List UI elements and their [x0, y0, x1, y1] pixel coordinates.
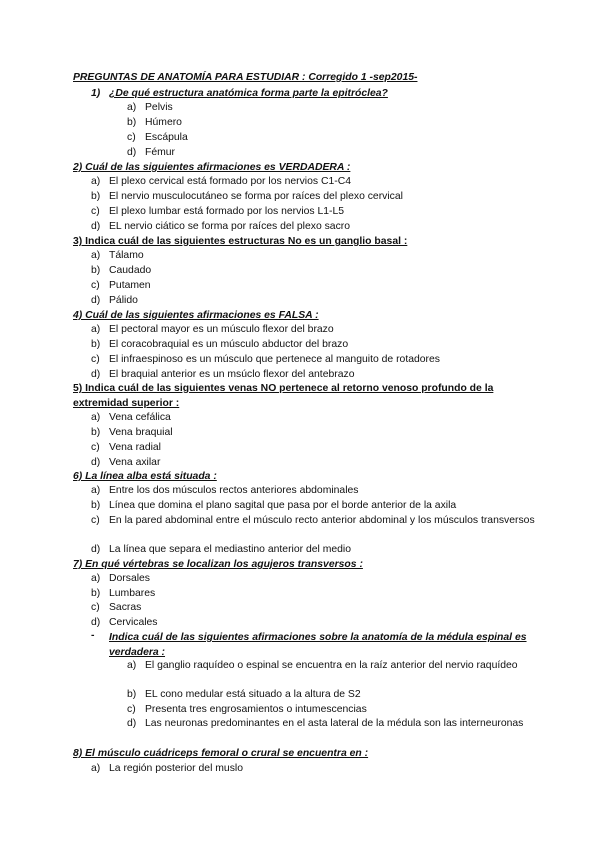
question-4: 4) Cuál de las siguientes afirmaciones es FALSA :: [73, 310, 319, 321]
option-text: Entre los dos músculos rectos anteriores abdominales: [109, 485, 359, 496]
option-text: Presenta tres engrosamientos o intumescencias: [145, 704, 367, 715]
option-item: [91, 220, 350, 235]
question-text: ¿De qué estructura anatómica forma parte la epitróclea?: [109, 88, 388, 99]
option-item: [127, 131, 188, 146]
option-text: EL cono medular está situado a la altura de S2: [145, 689, 361, 700]
option-item: [91, 601, 141, 616]
option-text: Fémur: [145, 147, 176, 158]
option-text: El infraespinoso es un músculo que pertenece al manguito de rotadores: [109, 354, 440, 365]
option-item: [91, 175, 351, 190]
option-text: Sacras: [109, 602, 142, 613]
option-label: d): [91, 617, 101, 628]
option-text: El nervio musculocutáneo se forma por raíces del plexo cervical: [109, 191, 403, 202]
option-text: Putamen: [109, 280, 151, 291]
option-label: a): [91, 573, 101, 584]
option-item: [127, 101, 173, 116]
option-label: d): [91, 221, 101, 232]
option-item: [91, 323, 334, 338]
option-item: [91, 353, 440, 368]
option-item: [91, 484, 359, 499]
option-label: d): [91, 369, 101, 380]
option-text: En la pared abdominal entre el músculo recto anterior abdominal y los músculos transversos: [109, 515, 535, 526]
option-label: c): [127, 704, 136, 715]
option-label: b): [91, 500, 101, 511]
option-label: a): [91, 412, 101, 423]
option-item: [91, 514, 539, 529]
option-item: [91, 587, 155, 602]
option-label: c): [91, 354, 100, 365]
option-label: d): [91, 457, 101, 468]
bullet-marker: -: [91, 630, 95, 641]
option-text: Vena cefálica: [109, 412, 171, 423]
option-item: [91, 499, 456, 514]
option-label: a): [127, 102, 137, 113]
option-text: Lumbares: [109, 588, 156, 599]
option-label: c): [91, 515, 100, 526]
option-label: d): [127, 718, 137, 729]
option-text: Línea que domina el plano sagital que pasa por el borde anterior de la axila: [109, 500, 457, 511]
question-2: 2) Cuál de las siguientes afirmaciones es VERDADERA :: [73, 162, 351, 173]
option-text: Tálamo: [109, 250, 144, 261]
option-text: Vena radial: [109, 442, 161, 453]
option-text: Vena braquial: [109, 427, 173, 438]
option-label: d): [91, 295, 101, 306]
question-1: [91, 86, 388, 101]
option-item: [91, 616, 158, 631]
option-label: b): [127, 689, 137, 700]
option-text: Caudado: [109, 265, 152, 276]
option-text: La región posterior del muslo: [109, 763, 243, 774]
option-label: a): [91, 763, 101, 774]
option-text: EL nervio ciático se forma por raíces del plexo sacro: [109, 221, 351, 232]
option-text: Pálido: [109, 295, 138, 306]
option-label: c): [91, 206, 100, 217]
option-text: La línea que separa el mediastino anterior del medio: [109, 544, 352, 555]
question-number: 1): [91, 88, 101, 99]
option-item: [127, 116, 182, 131]
option-label: c): [91, 280, 100, 291]
option-text: Cervicales: [109, 617, 158, 628]
option-label: b): [127, 117, 137, 128]
option-label: b): [91, 339, 101, 350]
option-item: [91, 279, 151, 294]
option-item: [91, 294, 138, 309]
option-item: [91, 411, 171, 426]
question-8: 8) El músculo cuádriceps femoral o crural se encuentra en :: [73, 748, 369, 759]
option-label: a): [91, 485, 101, 496]
option-text: El ganglio raquídeo o espinal se encuentra en la raíz anterior del nervio raquídeo: [145, 660, 518, 671]
option-text: El plexo cervical está formado por los nervios C1-C4: [109, 176, 351, 187]
option-item: [91, 338, 348, 353]
option-label: c): [91, 442, 100, 453]
question-medula: Indica cuál de las siguientes afirmaciones sobre la anatomía de la médula espinal es verdadera :: [109, 632, 527, 658]
option-item: [91, 543, 351, 558]
option-item: [91, 205, 344, 220]
option-item: [91, 264, 151, 279]
option-text: Húmero: [145, 117, 182, 128]
option-item: [127, 717, 545, 732]
question-5: 5) Indica cuál de las siguientes venas NO pertenece al retorno venoso profundo de la extremidad superior :: [73, 383, 494, 409]
option-label: a): [127, 660, 137, 671]
question-7: 7) En qué vértebras se localizan los agujeros transversos :: [73, 559, 363, 570]
option-text: El pectoral mayor es un músculo flexor del brazo: [109, 324, 334, 335]
option-item: [127, 659, 545, 674]
option-label: c): [91, 602, 100, 613]
question-6: 6) La línea alba está situada :: [73, 471, 217, 482]
option-text: El plexo lumbar está formado por los nervios L1-L5: [109, 206, 345, 217]
option-text: Pelvis: [145, 102, 173, 113]
option-label: b): [91, 427, 101, 438]
option-label: a): [91, 176, 101, 187]
option-text: Vena axilar: [109, 457, 161, 468]
option-item: [91, 249, 144, 264]
option-text: El braquial anterior es un msúclo flexor del antebrazo: [109, 369, 355, 380]
option-item: [91, 441, 161, 456]
page-title: PREGUNTAS DE ANATOMÍA PARA ESTUDIAR : Corregido 1 -sep2015-: [73, 72, 418, 83]
option-label: b): [91, 191, 101, 202]
option-text: Las neuronas predominantes en el asta lateral de la médula son las interneuronas: [145, 718, 524, 729]
option-item: [91, 762, 243, 777]
option-item: [127, 703, 367, 718]
option-label: a): [91, 250, 101, 261]
question-3: 3) Indica cuál de las siguientes estructuras No es un ganglio basal :: [73, 236, 408, 247]
option-item: [127, 146, 175, 161]
option-label: d): [91, 544, 101, 555]
option-label: b): [91, 588, 101, 599]
option-item: [91, 426, 173, 441]
option-text: Dorsales: [109, 573, 150, 584]
option-label: b): [91, 265, 101, 276]
option-label: d): [127, 147, 137, 158]
option-item: [91, 572, 150, 587]
option-label: c): [127, 132, 136, 143]
option-item: [127, 688, 361, 703]
option-text: Escápula: [145, 132, 188, 143]
option-text: El coracobraquial es un músculo abductor del brazo: [109, 339, 349, 350]
option-label: a): [91, 324, 101, 335]
option-item: [91, 190, 403, 205]
